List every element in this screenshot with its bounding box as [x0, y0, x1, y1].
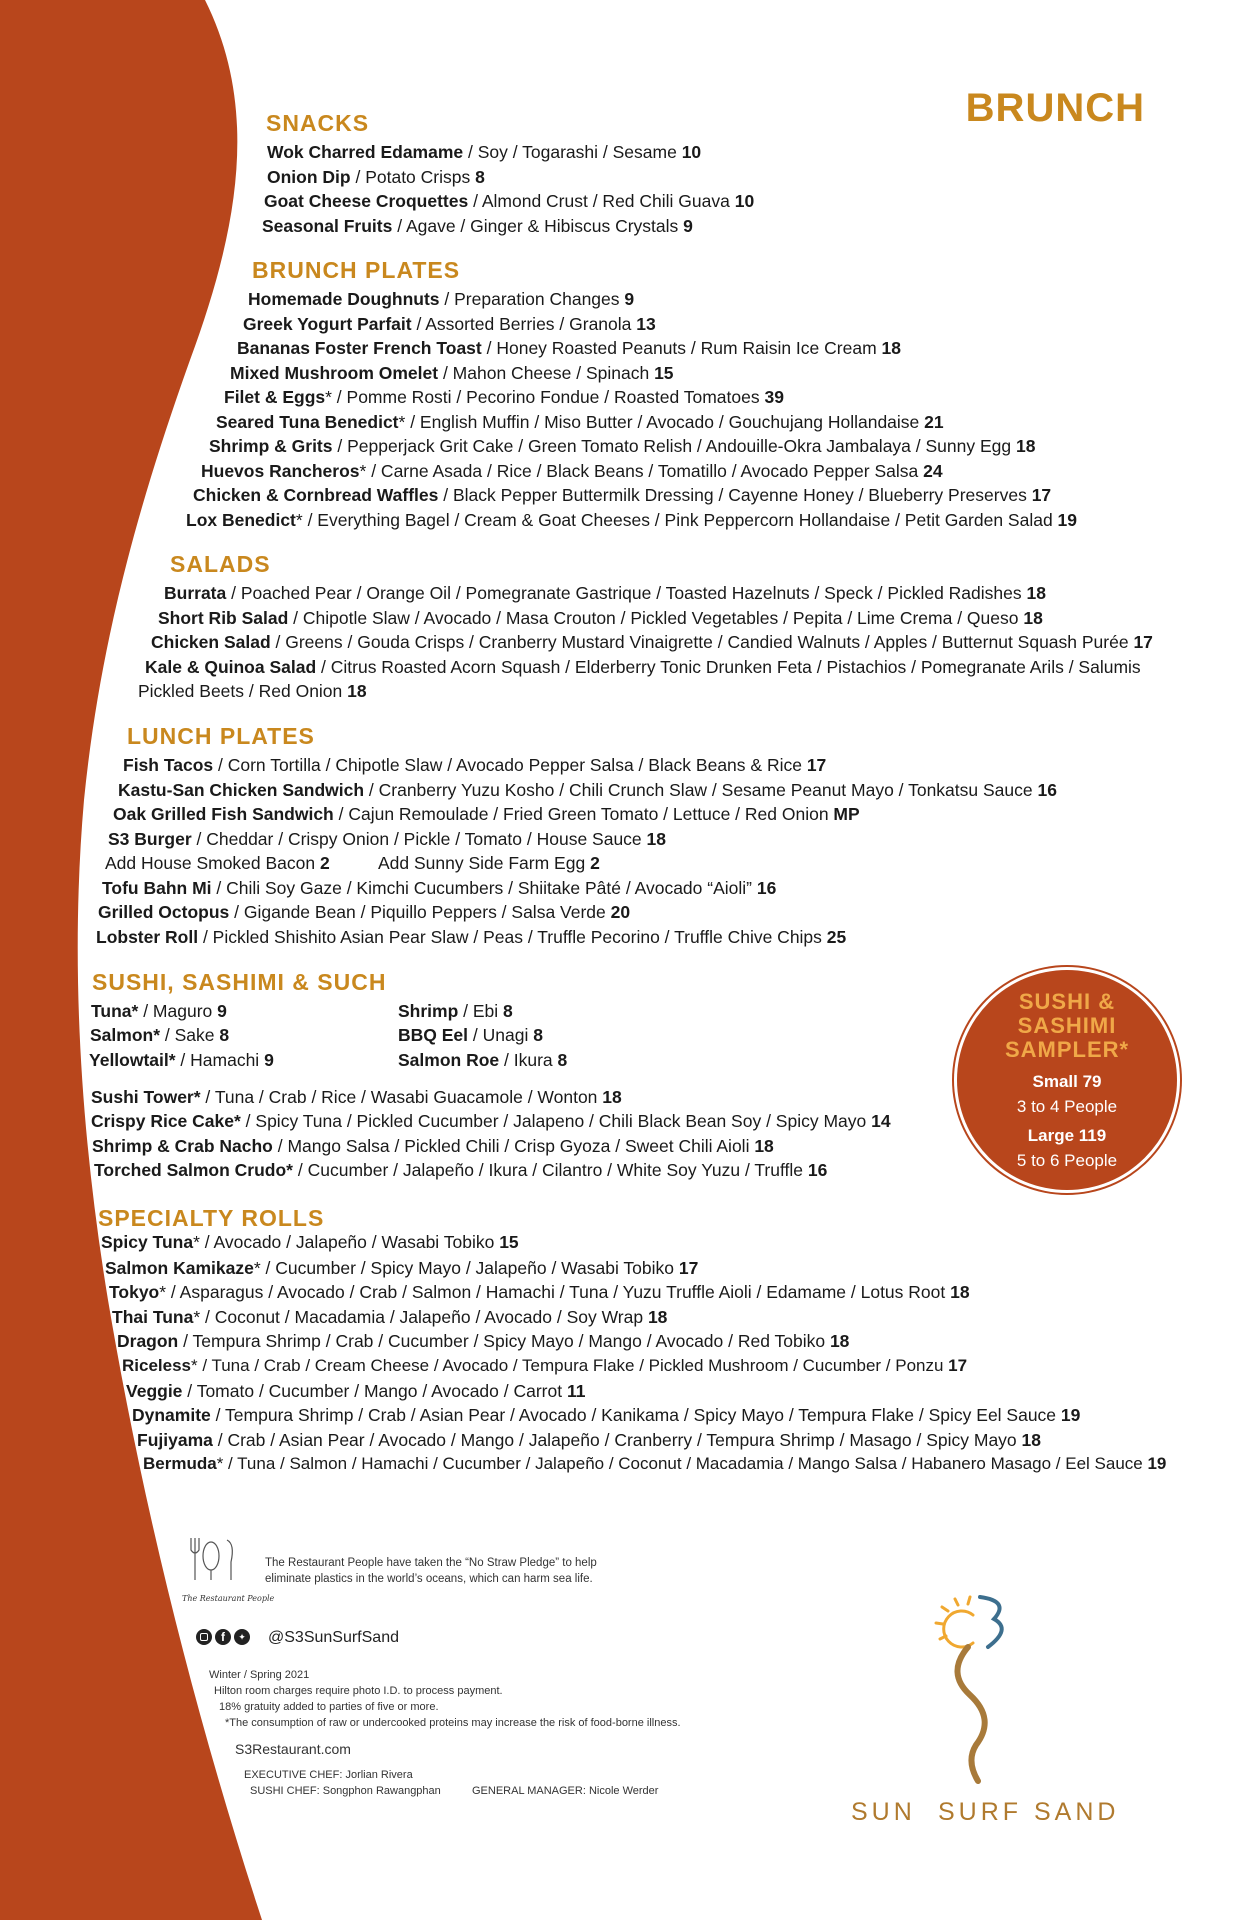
section-heading-rolls: SPECIALTY ROLLS [98, 1205, 325, 1231]
restaurant-people-logo-icon [183, 1534, 253, 1594]
menu-item: Wok Charred Edamame / Soy / Togarashi / Sesame 10 [267, 142, 702, 162]
menu-item: Fish Tacos / Corn Tortilla / Chipotle Slaw / Avocado Pepper Salsa / Black Beans & Rice 17 [123, 755, 827, 775]
menu-item: Spicy Tuna* / Avocado / Jalapeño / Wasabi Tobiko 15 [101, 1232, 519, 1252]
menu-item: Sushi Tower* / Tuna / Crab / Rice / Wasabi Guacamole / Wonton 18 [91, 1087, 622, 1107]
menu-item: Add House Smoked Bacon 2 [105, 853, 330, 873]
twitter-icon[interactable]: ✦ [234, 1629, 250, 1645]
menu-item: Bananas Foster French Toast / Honey Roasted Peanuts / Rum Raisin Ice Cream 18 [237, 338, 901, 358]
menu-item: Short Rib Salad / Chipotle Slaw / Avocado / Masa Crouton / Pickled Vegetables / Pepita / Lime Crema / Queso 18 [158, 608, 1043, 628]
sushi-item: Shrimp / Ebi 8 [398, 1001, 513, 1021]
sushi-item: Yellowtail* / Hamachi 9 [89, 1050, 274, 1070]
general-manager: GENERAL MANAGER: Nicole Werder [472, 1785, 659, 1797]
menu-item: Shrimp & Grits / Pepperjack Grit Cake / Green Tomato Relish / Andouille-Okra Jambalaya / Sunny Egg 18 [209, 436, 1036, 456]
section-heading-lunch-plates: LUNCH PLATES [127, 723, 315, 749]
sun-surf-sand-logo-icon [918, 1585, 1028, 1785]
facebook-icon[interactable]: f [215, 1629, 231, 1645]
sampler-large: Large 119 [1027, 1126, 1107, 1145]
pledge-text-line-1: The Restaurant People have taken the “No Straw Pledge” to help [265, 1557, 597, 1569]
menu-item: Lobster Roll / Pickled Shishito Asian Pear Slaw / Peas / Truffle Pecorino / Truffle Chive Chips 25 [96, 927, 847, 947]
menu-item: Dynamite / Tempura Shrimp / Crab / Asian Pear / Avocado / Kanikama / Spicy Mayo / Tempura Flake / Spicy Eel Sauce 19 [132, 1405, 1081, 1425]
section-heading-salads: SALADS [170, 551, 271, 577]
restaurant-people-caption: The Restaurant People [182, 1594, 275, 1603]
note-raw-food-warning: *The consumption of raw or undercooked proteins may increase the risk of food-borne illness. [225, 1717, 681, 1729]
section-heading-brunch-plates: BRUNCH PLATES [252, 257, 461, 283]
sampler-small-people: 3 to 4 People [1016, 1097, 1118, 1116]
menu-title: BRUNCH [965, 86, 1145, 130]
menu-item: Kastu-San Chicken Sandwich / Cranberry Yuzu Kosho / Chili Crunch Slaw / Sesame Peanut Mayo / Tonkatsu Sauce 16 [118, 780, 1057, 800]
menu-item: Seasonal Fruits / Agave / Ginger & Hibiscus Crystals 9 [262, 216, 693, 236]
sampler-large-people: 5 to 6 People [1016, 1151, 1118, 1170]
logo-word-surf: SURF [938, 1798, 1023, 1826]
menu-item: Tokyo* / Asparagus / Avocado / Crab / Salmon / Hamachi / Tuna / Yuzu Truffle Aioli / Edamame / Lotus Root 18 [109, 1282, 970, 1302]
section-heading-sushi: SUSHI, SASHIMI & SUCH [92, 969, 387, 995]
section-heading-snacks: SNACKS [266, 110, 370, 136]
logo-word-sun: SUN [851, 1798, 916, 1826]
executive-chef: EXECUTIVE CHEF: Jorlian Rivera [244, 1769, 413, 1781]
menu-item: Huevos Rancheros* / Carne Asada / Rice / Black Beans / Tomatillo / Avocado Pepper Salsa 24 [201, 461, 943, 481]
season-text: Winter / Spring 2021 [209, 1669, 310, 1681]
menu-item: Dragon / Tempura Shrimp / Crab / Cucumber / Spicy Mayo / Mango / Avocado / Red Tobiko 18 [117, 1331, 850, 1351]
menu-item: Onion Dip / Potato Crisps 8 [267, 167, 485, 187]
menu-item: Burrata / Poached Pear / Orange Oil / Pomegranate Gastrique / Toasted Hazelnuts / Speck / Pickled Radishes 18 [164, 583, 1046, 603]
social-icons [196, 1629, 250, 1645]
sushi-item: BBQ Eel / Unagi 8 [398, 1025, 543, 1045]
menu-item: Kale & Quinoa Salad / Citrus Roasted Acorn Squash / Elderberry Tonic Drunken Feta / Pistachios / Pomegranate Arils / Salumis [145, 657, 1141, 677]
pledge-text-line-2: eliminate plastics in the world’s oceans, which can harm sea life. [265, 1573, 593, 1585]
menu-item: S3 Burger / Cheddar / Crispy Onion / Pickle / Tomato / House Sauce 18 [108, 829, 666, 849]
menu-item: Oak Grilled Fish Sandwich / Cajun Remoulade / Fried Green Tomato / Lettuce / Red Onion MP [113, 804, 860, 824]
note-gratuity: 18% gratuity added to parties of five or more. [219, 1701, 439, 1713]
social-handle[interactable]: @S3SunSurfSand [268, 1629, 399, 1646]
menu-item: Fujiyama / Crab / Asian Pear / Avocado / Mango / Jalapeño / Cranberry / Tempura Shrimp / Masago / Spicy Mayo 18 [137, 1430, 1041, 1450]
menu-item: Torched Salmon Crudo* / Cucumber / Jalapeño / Ikura / Cilantro / White Soy Yuzu / Truffle 16 [94, 1160, 828, 1180]
website-link[interactable]: S3Restaurant.com [235, 1741, 351, 1757]
menu-item: Filet & Eggs* / Pomme Rosti / Pecorino Fondue / Roasted Tomatoes 39 [224, 387, 784, 407]
menu-item: Salmon Kamikaze* / Cucumber / Spicy Mayo / Jalapeño / Wasabi Tobiko 17 [105, 1258, 699, 1278]
menu-item: Chicken & Cornbread Waffles / Black Pepper Buttermilk Dressing / Cayenne Honey / Blueberry Preserves 17 [193, 485, 1052, 505]
menu-item: Goat Cheese Croquettes / Almond Crust / Red Chili Guava 10 [264, 191, 755, 211]
menu-item: Greek Yogurt Parfait / Assorted Berries / Granola 13 [243, 314, 656, 334]
menu-item: Chicken Salad / Greens / Gouda Crisps / Cranberry Mustard Vinaigrette / Candied Walnuts / Apples / Butternut Squash Purée 17 [151, 632, 1153, 652]
note-payment: Hilton room charges require photo I.D. to process payment. [214, 1685, 503, 1697]
sushi-item: Tuna* / Maguro 9 [91, 1001, 227, 1021]
instagram-icon[interactable] [196, 1629, 212, 1645]
menu-item: Tofu Bahn Mi / Chili Soy Gaze / Kimchi Cucumbers / Shiitake Pâté / Avocado “Aioli” 16 [102, 878, 777, 898]
menu-item: Grilled Octopus / Gigande Bean / Piquillo Peppers / Salsa Verde 20 [98, 902, 631, 922]
menu-item: Lox Benedict* / Everything Bagel / Cream & Goat Cheeses / Pink Peppercorn Hollandaise / Petit Garden Salad 19 [186, 510, 1078, 530]
sushi-item: Salmon* / Sake 8 [90, 1025, 230, 1045]
menu-item: Bermuda* / Tuna / Salmon / Hamachi / Cucumber / Jalapeño / Coconut / Macadamia / Mango Salsa / Habanero Masago / Eel Sauce 19 [143, 1454, 1167, 1473]
menu-item: Shrimp & Crab Nacho / Mango Salsa / Pickled Chili / Crisp Gyoza / Sweet Chili Aioli 18 [92, 1136, 774, 1156]
logo-word-sand: SAND [1034, 1798, 1120, 1826]
sushi-chef: SUSHI CHEF: Songphon Rawangphan [250, 1785, 441, 1797]
menu-item: Mixed Mushroom Omelet / Mahon Cheese / Spinach 15 [230, 363, 674, 383]
menu-item: Pickled Beets / Red Onion 18 [138, 681, 367, 701]
sushi-sampler-badge [957, 970, 1177, 1190]
menu-item: Homemade Doughnuts / Preparation Changes 9 [248, 289, 635, 309]
menu-item: Veggie / Tomato / Cucumber / Mango / Avocado / Carrot 11 [126, 1381, 586, 1401]
menu-item: Thai Tuna* / Coconut / Macadamia / Jalapeño / Avocado / Soy Wrap 18 [112, 1307, 668, 1327]
menu-item: Crispy Rice Cake* / Spicy Tuna / Pickled Cucumber / Jalapeno / Chili Black Bean Soy / Spicy Mayo 14 [91, 1111, 891, 1131]
sampler-small: Small 79 [1032, 1072, 1102, 1091]
menu-item: Riceless* / Tuna / Crab / Cream Cheese / Avocado / Tempura Flake / Pickled Mushroom / Cucumber / Ponzu 17 [122, 1356, 968, 1375]
sampler-title: SUSHI & SASHIMI SAMPLER* [1004, 989, 1130, 1062]
menu-item: Add Sunny Side Farm Egg 2 [378, 853, 600, 873]
sushi-item: Salmon Roe / Ikura 8 [398, 1050, 568, 1070]
menu-item: Seared Tuna Benedict* / English Muffin / Miso Butter / Avocado / Gouchujang Hollandaise 21 [216, 412, 944, 432]
